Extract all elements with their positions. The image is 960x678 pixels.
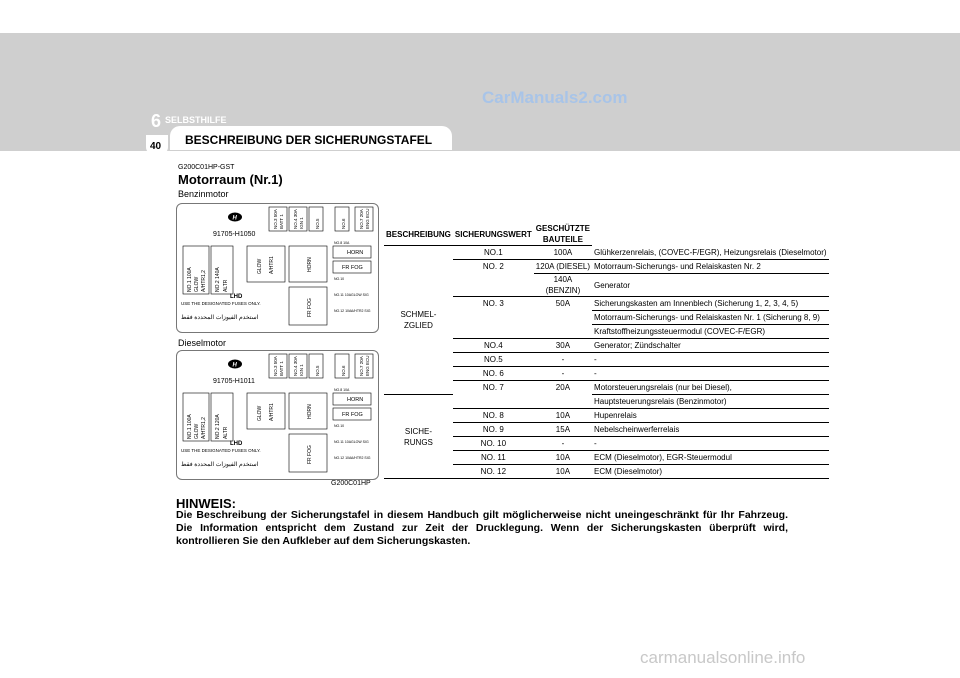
fuse-rating: 30A [534,339,592,353]
svg-text:GLOW SIG: GLOW SIG [351,440,369,444]
table-group-label: SCHMEL- ZGLIED [384,246,453,395]
fuse-number [453,274,534,297]
fuse-rating: - [534,353,592,367]
svg-text:NO.1 100A: NO.1 100A [187,414,193,439]
chapter-banner [0,33,960,151]
svg-text:LHD: LHD [230,441,243,447]
fuse-rating: - [534,367,592,381]
svg-text:GLOW: GLOW [194,423,200,439]
section-title: BESCHREIBUNG DER SICHERUNGSTAFEL [185,133,433,147]
svg-text:GLOW: GLOW [194,276,200,292]
fuse-number: NO.5 [453,353,534,367]
svg-text:LHD: LHD [230,294,243,300]
svg-text:NO.6: NO.6 [341,365,346,376]
protected-components: Motorraum-Sicherungs- und Relaiskasten Nr. 2 [592,260,829,274]
svg-text:A/HTR1: A/HTR1 [269,403,275,421]
fuse-number: NO. 9 [453,423,534,437]
table-row [384,246,829,260]
svg-text:NO.3 50A: NO.3 50A [273,356,278,376]
svg-text:NO.10: NO.10 [334,424,345,428]
engine-label-diesel: Dieselmotor [178,338,227,348]
svg-text:ENG ECU: ENG ECU [365,208,370,229]
fuse-rating: 10A [534,465,592,479]
watermark-footer[interactable]: carmanualsonline.info [640,648,806,667]
fuse-rating: - [534,437,592,451]
fuse-rating: 10A [534,451,592,465]
fuse-number: NO. 10 [453,437,534,451]
fuse-number [453,325,534,339]
svg-text:NO.8 10A: NO.8 10A [334,241,350,245]
fuse-rating: 20A [534,381,592,395]
table-group-label: SICHE- RUNGS [384,395,453,479]
fuse-number: NO. 12 [453,465,534,479]
protected-components: - [592,437,829,451]
svg-text:A/HTR2 SIG: A/HTR2 SIG [351,309,371,313]
fuse-rating: 10A [534,409,592,423]
fuse-rating: 120A (DIESEL) [534,260,592,274]
figure-id: G200C01HP [331,480,371,487]
svg-text:GLOW: GLOW [257,405,263,421]
protected-components: Glühkerzenrelais, (COVEC-F/EGR), Heizungsrelais (Dieselmotor) [594,247,827,257]
col-header-description: BESCHREIBUNG [384,223,453,246]
svg-text:USE THE DESIGNATED FUSES ONLY.: USE THE DESIGNATED FUSES ONLY. [181,448,261,453]
svg-text:NO.10: NO.10 [334,277,345,281]
svg-text:HORN: HORN [347,250,364,256]
svg-text:A/HTR1,2: A/HTR1,2 [201,270,207,292]
protected-components: - [592,367,829,381]
fuse-number: NO. 2 [453,260,534,274]
protected-components: Kraftstoffheizungssteuermodul (COVEC-F/EGR) [592,325,829,339]
protected-components: ECM (Dieselmotor) [592,465,829,479]
svg-text:NO.5: NO.5 [315,218,320,229]
col-header-rating: SICHERUNGSWERT [453,223,534,246]
protected-components: ECM (Dieselmotor), EGR-Steuermodul [592,451,829,465]
svg-text:GLOW: GLOW [257,258,263,274]
hyundai-logo-icon [228,213,242,222]
svg-text:NO.12 10A: NO.12 10A [334,456,352,460]
svg-text:A/HTR2 SIG: A/HTR2 SIG [351,456,371,460]
page-number: 40 [150,141,162,152]
svg-text:NO.11 10A: NO.11 10A [334,293,352,297]
fuse-table [384,223,829,479]
fuse-table-body [384,246,829,479]
protected-components: Sicherungskasten am Innenblech (Sicherung 1, 2, 3, 4, 5) [592,297,829,311]
svg-text:IGN 1: IGN 1 [299,217,304,229]
table-header-row [384,223,829,246]
fuse-rating: 140A (BENZIN) [534,274,592,297]
chapter-title: SELBSTHILFE [165,115,227,125]
fuse-rating: 15A [534,423,592,437]
svg-text:BATT 1: BATT 1 [279,361,284,376]
svg-text:NO.5: NO.5 [315,365,320,376]
protected-components: Generator [592,274,829,297]
svg-text:ENG ECU: ENG ECU [365,355,370,376]
svg-text:NO.6: NO.6 [341,218,346,229]
fuse-number: NO. 11 [453,451,534,465]
protected-components: Hupenrelais [592,409,829,423]
part-number: 91705-H1050 [213,231,256,238]
note-heading: HINWEIS: [176,496,236,511]
svg-text:NO.4 30A: NO.4 30A [293,356,298,376]
protected-components: Nebelscheinwerferrelais [592,423,829,437]
chapter-number: 6 [151,111,162,131]
col-header-components: GESCHÜTZTE BAUTEILE [535,224,591,244]
svg-text:NO.11 10A: NO.11 10A [334,440,352,444]
svg-text:BATT 1: BATT 1 [279,214,284,229]
svg-text:NO.7 20A: NO.7 20A [359,209,364,229]
fuse-number: NO. 7 [453,381,534,395]
svg-text:NO.2 120A: NO.2 120A [215,414,221,439]
svg-text:A/HTR1: A/HTR1 [269,256,275,274]
fuse-number: NO. 6 [453,367,534,381]
fuse-number: NO. 8 [453,409,534,423]
fuse-rating: 50A [534,297,592,311]
fusebox-diagram-petrol [176,203,379,333]
svg-text:NO.2 140A: NO.2 140A [215,267,221,292]
protected-components: Hauptsteuerungsrelais (Benzinmotor) [592,395,829,409]
fuse-number [453,395,534,409]
fuse-rating [534,311,592,325]
svg-text:NO.7 20A: NO.7 20A [359,356,364,376]
svg-text:HORN: HORN [307,404,313,419]
fuse-rating [534,395,592,409]
svg-text:NO.4 30A: NO.4 30A [293,209,298,229]
svg-text:A/HTR1,2: A/HTR1,2 [201,417,207,439]
engine-label-petrol: Benzinmotor [178,189,229,199]
note-text: Die Beschreibung der Sicherungstafel in diesem Handbuch gilt möglicherweise nicht uneingeschränkt für Ihr Fahrzeug. Die Information entspricht dem Zustand zur Zeit der Drucklegung. Wenn der Sicherungskasten überprüft wird, kontrollieren Sie den Aufkleber auf dem Sicherungskasten. [176,509,788,547]
svg-text:HORN: HORN [347,397,364,403]
protected-components: Motorsteuerungsrelais (nur bei Diesel), [592,381,829,395]
svg-text:H: H [232,362,237,369]
part-number: 91705-H1011 [213,378,255,385]
svg-text:IGN 1: IGN 1 [299,364,304,376]
fuse-number: NO.4 [453,339,534,353]
table-row [384,395,829,409]
doc-id: G200C01HP-GST [178,164,235,171]
watermark-top[interactable]: CarManuals2.com [482,88,628,107]
svg-text:GLOW SIG: GLOW SIG [351,293,369,297]
svg-text:FR FOG: FR FOG [342,412,363,418]
svg-text:استخدم الفيوزات المحددة فقط: استخدم الفيوزات المحددة فقط [181,462,259,468]
svg-text:FR FOG: FR FOG [307,445,313,464]
svg-text:استخدم الفيوزات المحددة فقط: استخدم الفيوزات المحددة فقط [181,315,259,321]
fusebox-svg-diesel [177,351,378,479]
svg-text:FR FOG: FR FOG [307,298,313,317]
svg-text:NO.12 10A: NO.12 10A [334,309,352,313]
svg-text:ALTR: ALTR [223,279,229,292]
svg-text:ALTR: ALTR [223,426,229,439]
svg-text:NO.3 50A: NO.3 50A [273,209,278,229]
svg-text:NO.8 10A: NO.8 10A [334,388,350,392]
fuse-rating: 100A [553,248,573,257]
svg-text:NO.1 100A: NO.1 100A [187,267,193,292]
svg-text:H: H [232,215,237,222]
protected-components: Generator; Zündschalter [592,339,829,353]
svg-text:USE THE DESIGNATED FUSES ONLY.: USE THE DESIGNATED FUSES ONLY. [181,301,261,306]
fusebox-diagram-diesel [176,350,379,480]
protected-components: - [592,353,829,367]
svg-text:HORN: HORN [307,257,313,272]
fuse-number: NO.1 [484,248,503,257]
fuse-rating [534,325,592,339]
hyundai-logo-icon [228,360,242,369]
fuse-number [453,311,534,325]
protected-components: Motorraum-Sicherungs- und Relaiskasten Nr. 1 (Sicherung 8, 9) [592,311,829,325]
fusebox-svg-petrol [177,204,378,332]
svg-text:FR FOG: FR FOG [342,265,363,271]
fuse-number: NO. 3 [453,297,534,311]
page-heading: Motorraum (Nr.1) [178,172,283,187]
